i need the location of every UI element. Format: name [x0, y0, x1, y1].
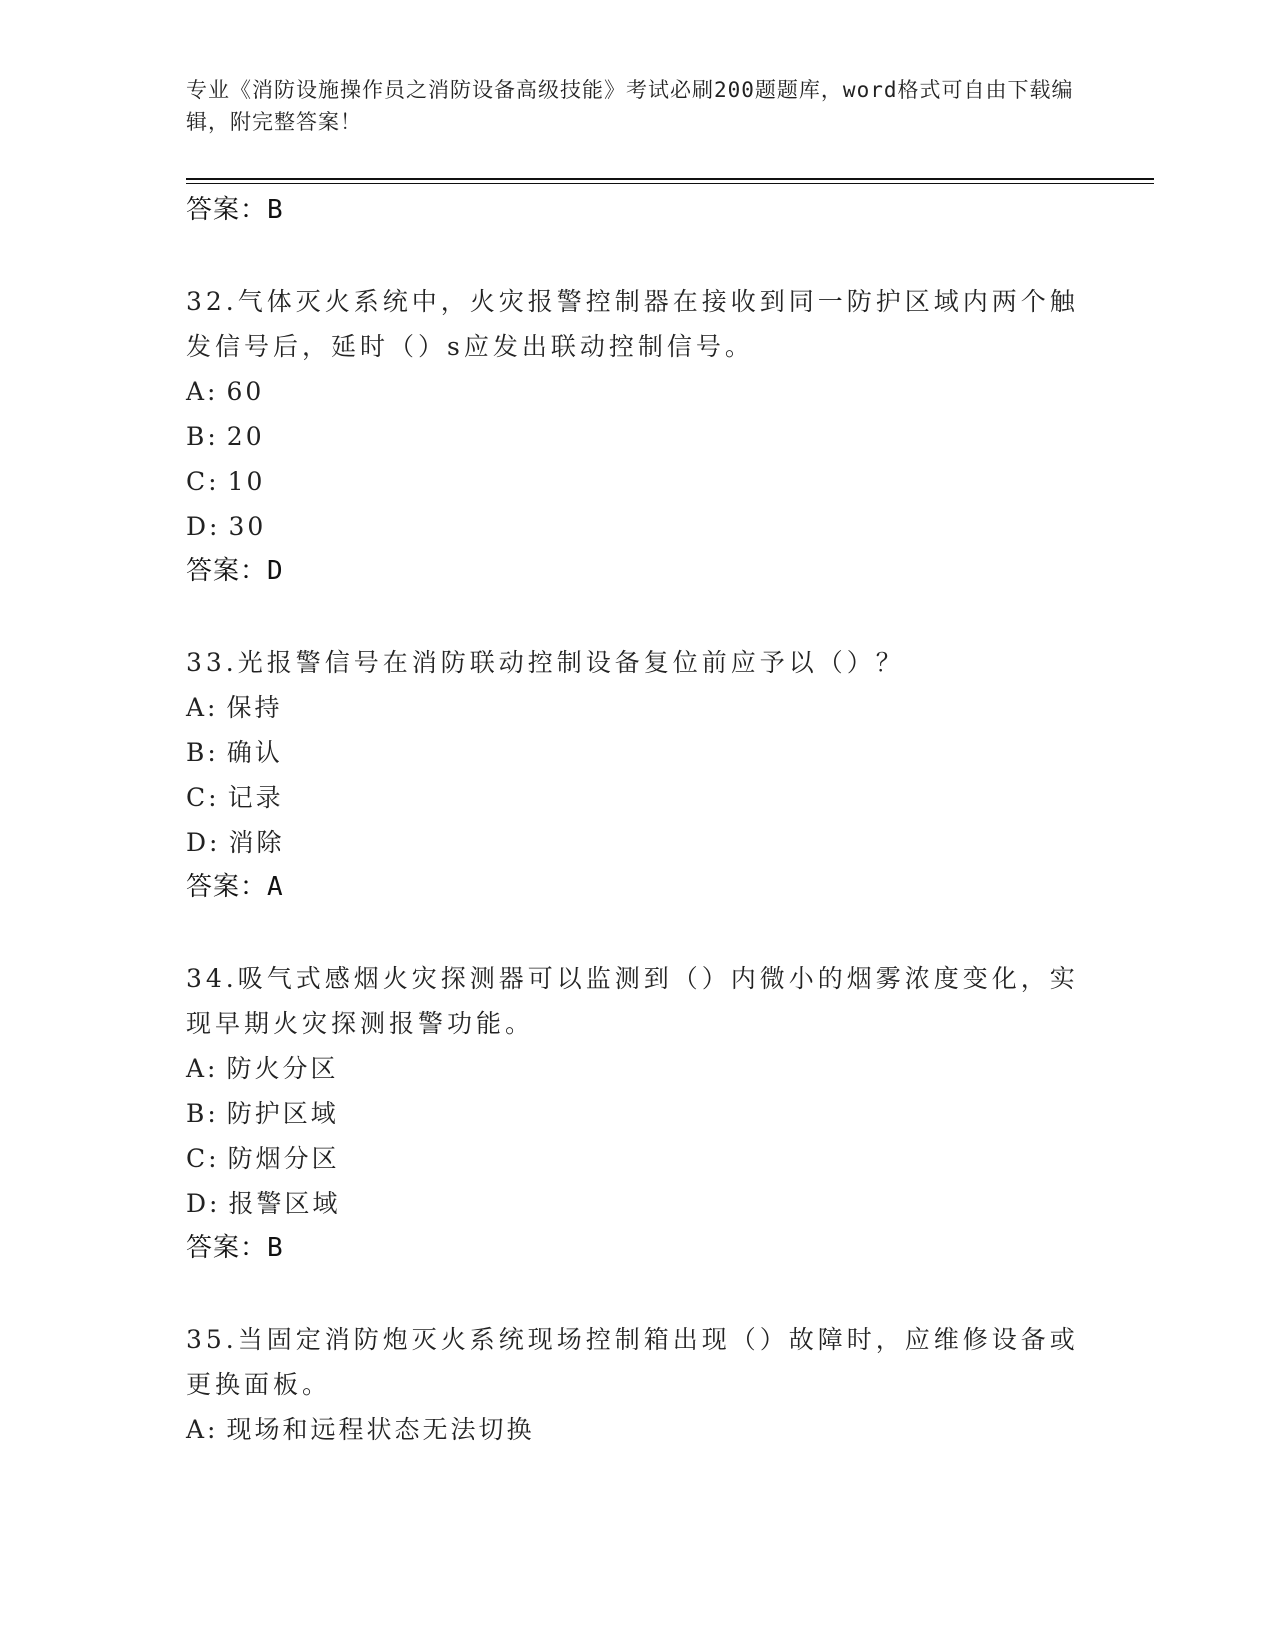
option-c	[186, 775, 1086, 820]
option-text: 保持	[226, 693, 283, 722]
answer-value: B	[267, 195, 284, 225]
answer-value: A	[267, 872, 284, 902]
question-stem: 32.气体灭火系统中，火灾报警控制器在接收到同一防护区域内两个触发信号后，延时（）s应发出联动控制信号。	[186, 287, 1079, 361]
answer-label: 答案：	[186, 1233, 268, 1263]
question-stem: 34.吸气式感烟火灾探测器可以监测到（）内微小的烟雾浓度变化，实现早期火灾探测报警功能。	[186, 964, 1079, 1038]
question-item	[186, 279, 1086, 594]
answer-line	[186, 1226, 1086, 1271]
option-key: B:	[186, 738, 219, 767]
option-d	[186, 820, 1086, 865]
option-key: C:	[186, 467, 220, 496]
answer-value: B	[267, 1233, 284, 1263]
question-stem: 35.当固定消防炮灭火系统现场控制箱出现（）故障时，应维修设备或更换面板。	[186, 1325, 1079, 1399]
document-header: 专业《消防设施操作员之消防设备高级技能》考试必刷200题题库，word格式可自由下载编辑，附完整答案！	[186, 78, 1074, 134]
option-text: 记录	[227, 783, 284, 812]
option-text: 30	[228, 512, 267, 541]
option-b	[186, 414, 1086, 459]
header-divider-thick	[186, 178, 1154, 180]
option-text: 防护区域	[226, 1099, 339, 1128]
answer-label: 答案：	[186, 556, 268, 586]
option-text: 60	[226, 377, 265, 406]
option-a	[186, 369, 1086, 414]
question-item	[186, 640, 1086, 910]
option-key: B:	[186, 422, 219, 451]
answer-value: D	[267, 556, 284, 586]
option-key: A:	[186, 693, 219, 722]
option-text: 报警区域	[228, 1189, 341, 1218]
header-divider-thin	[186, 183, 1154, 184]
option-a	[186, 1046, 1086, 1091]
question-list	[186, 188, 1086, 1452]
option-key: B:	[186, 1099, 219, 1128]
answer-label: 答案：	[186, 872, 268, 902]
option-b	[186, 1091, 1086, 1136]
option-text: 10	[227, 467, 266, 496]
option-key: D:	[186, 828, 221, 857]
option-text: 防烟分区	[227, 1144, 340, 1173]
option-key: D:	[186, 512, 221, 541]
answer-line	[186, 549, 1086, 594]
answer-line	[186, 188, 1086, 233]
option-d	[186, 1181, 1086, 1226]
option-text: 消除	[228, 828, 285, 857]
option-key: C:	[186, 783, 220, 812]
question-stem: 33.光报警信号在消防联动控制设备复位前应予以（）？	[186, 648, 905, 677]
option-key: A:	[186, 1054, 219, 1083]
question-item	[186, 956, 1086, 1271]
option-key: A:	[186, 1415, 219, 1444]
answer-line	[186, 865, 1086, 910]
option-d	[186, 504, 1086, 549]
answer-label: 答案：	[186, 195, 268, 225]
option-b	[186, 730, 1086, 775]
option-key: A:	[186, 377, 219, 406]
option-text: 防火分区	[226, 1054, 339, 1083]
option-a	[186, 1407, 1086, 1452]
option-text: 确认	[226, 738, 283, 767]
option-text: 20	[226, 422, 265, 451]
option-a	[186, 685, 1086, 730]
option-c	[186, 459, 1086, 504]
option-text: 现场和远程状态无法切换	[226, 1415, 535, 1444]
question-item	[186, 1317, 1086, 1452]
option-key: C:	[186, 1144, 220, 1173]
option-key: D:	[186, 1189, 221, 1218]
option-c	[186, 1136, 1086, 1181]
